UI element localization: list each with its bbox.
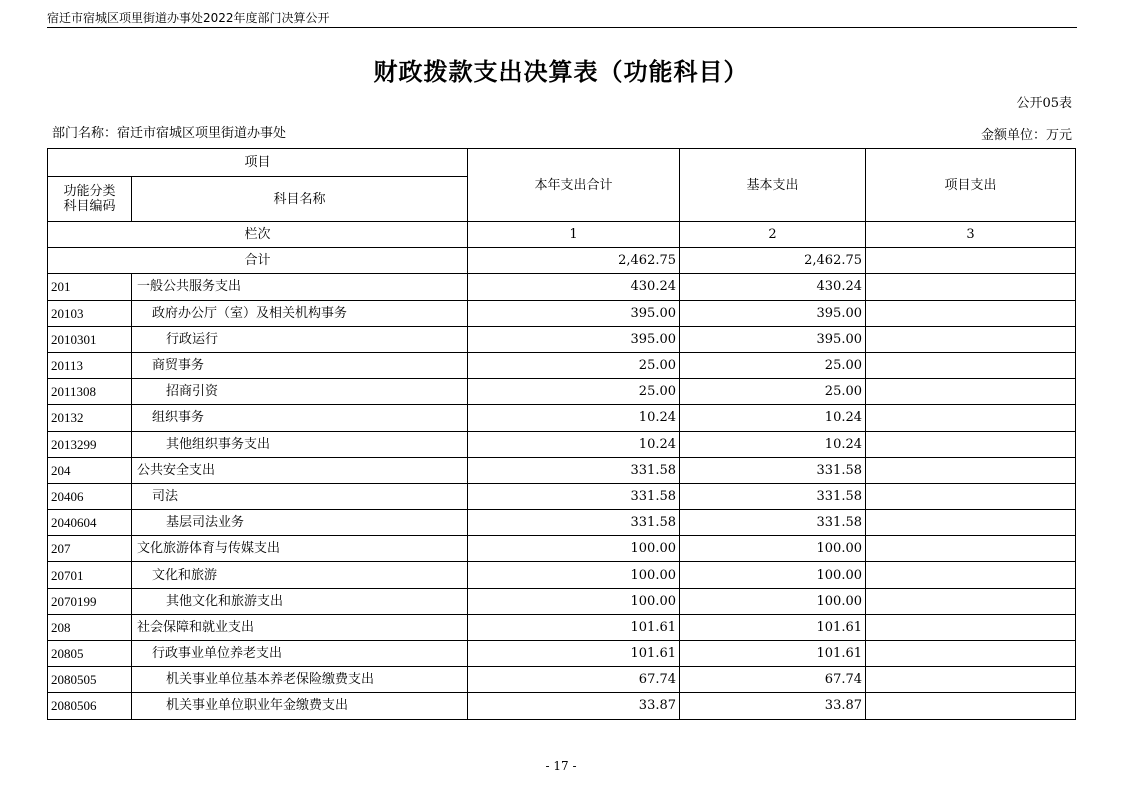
header-project-expenditure: 项目支出 [866,149,1076,222]
basic-expenditure-cell: 101.61 [680,641,866,667]
total-expenditure-cell: 100.00 [468,562,680,588]
subject-code-cell: 2080506 [48,693,132,719]
subject-code-cell: 201 [48,274,132,300]
subject-code-cell: 2080505 [48,667,132,693]
basic-expenditure-cell: 395.00 [680,326,866,352]
subject-name-cell: 基层司法业务 [132,510,468,536]
subject-name-cell: 行政运行 [132,326,468,352]
total-project-amount [866,248,1076,274]
total-basic-amount: 2,462.75 [680,248,866,274]
total-label: 合计 [48,248,468,274]
total-expenditure-cell: 10.24 [468,405,680,431]
project-expenditure-cell [866,405,1076,431]
total-expenditure-cell: 331.58 [468,483,680,509]
basic-expenditure-cell: 100.00 [680,588,866,614]
header-basic-expenditure: 基本支出 [680,149,866,222]
project-expenditure-cell [866,667,1076,693]
table-row [48,562,1076,588]
table-row [48,536,1076,562]
project-expenditure-cell [866,300,1076,326]
page-number: - 17 - [545,759,577,773]
column-index-label: 栏次 [48,222,468,248]
subject-code-cell: 20406 [48,483,132,509]
project-expenditure-cell [866,562,1076,588]
subject-code-cell: 208 [48,614,132,640]
project-expenditure-cell [866,588,1076,614]
subject-code-cell: 20103 [48,300,132,326]
table-row [48,274,1076,300]
subject-name-cell: 机关事业单位基本养老保险缴费支出 [132,667,468,693]
table-row [48,405,1076,431]
column-index-row [48,222,1076,248]
total-expenditure-cell: 101.61 [468,641,680,667]
total-expenditure-cell: 33.87 [468,693,680,719]
header-classification-code [48,177,132,222]
table-row [48,431,1076,457]
project-expenditure-cell [866,483,1076,509]
total-expenditure-cell: 67.74 [468,667,680,693]
subject-code-cell: 2013299 [48,431,132,457]
total-row [48,248,1076,274]
basic-expenditure-cell: 10.24 [680,431,866,457]
total-expenditure-cell: 10.24 [468,431,680,457]
project-expenditure-cell [866,510,1076,536]
project-expenditure-cell [866,614,1076,640]
basic-expenditure-cell: 25.00 [680,379,866,405]
total-expenditure-cell: 100.00 [468,588,680,614]
subject-code-cell: 204 [48,457,132,483]
subject-name-cell: 其他文化和旅游支出 [132,588,468,614]
basic-expenditure-cell: 67.74 [680,667,866,693]
total-expenditure-cell: 395.00 [468,300,680,326]
header-rule [47,27,1077,28]
subject-name-cell: 商贸事务 [132,352,468,378]
subject-code-cell: 2011308 [48,379,132,405]
total-expenditure-cell: 331.58 [468,510,680,536]
table-row [48,457,1076,483]
subject-name-cell: 社会保障和就业支出 [132,614,468,640]
subject-name-cell: 一般公共服务支出 [132,274,468,300]
basic-expenditure-cell: 331.58 [680,510,866,536]
table-row [48,641,1076,667]
column-index-1: 1 [468,222,680,248]
total-expenditure-cell: 101.61 [468,614,680,640]
basic-expenditure-cell: 100.00 [680,562,866,588]
subject-name-cell: 文化旅游体育与传媒支出 [132,536,468,562]
project-expenditure-cell [866,693,1076,719]
project-expenditure-cell [866,326,1076,352]
project-expenditure-cell [866,536,1076,562]
basic-expenditure-cell: 331.58 [680,457,866,483]
page-title: 财政拨款支出决算表（功能科目） [373,58,749,86]
total-expenditure-cell: 395.00 [468,326,680,352]
basic-expenditure-cell: 331.58 [680,483,866,509]
subject-name-cell: 文化和旅游 [132,562,468,588]
project-expenditure-cell [866,431,1076,457]
subject-code-cell: 20113 [48,352,132,378]
project-expenditure-cell [866,641,1076,667]
table-row [48,510,1076,536]
total-expenditure-cell: 25.00 [468,352,680,378]
total-expenditure-cell: 331.58 [468,457,680,483]
column-index-2: 2 [680,222,866,248]
table-row [48,667,1076,693]
subject-code-cell: 2070199 [48,588,132,614]
table-row [48,483,1076,509]
table-row [48,693,1076,719]
total-amount: 2,462.75 [468,248,680,274]
subject-code-cell: 20805 [48,641,132,667]
total-expenditure-cell: 100.00 [468,536,680,562]
subject-name-cell: 招商引资 [132,379,468,405]
table-row [48,352,1076,378]
subject-name-cell: 公共安全支出 [132,457,468,483]
subject-name-cell: 政府办公厅（室）及相关机构事务 [132,300,468,326]
table-row [48,379,1076,405]
header-code-line2: 科目编码 [63,199,116,214]
header-code-line1: 功能分类 [63,184,116,199]
project-expenditure-cell [866,274,1076,300]
header-row-1 [48,149,1076,177]
department-name: 部门名称：宿迁市宿城区项里街道办事处 [52,126,287,141]
subject-name-cell: 机关事业单位职业年金缴费支出 [132,693,468,719]
basic-expenditure-cell: 395.00 [680,300,866,326]
column-index-3: 3 [866,222,1076,248]
subject-code-cell: 207 [48,536,132,562]
basic-expenditure-cell: 101.61 [680,614,866,640]
basic-expenditure-cell: 430.24 [680,274,866,300]
project-expenditure-cell [866,457,1076,483]
basic-expenditure-cell: 33.87 [680,693,866,719]
project-expenditure-cell [866,352,1076,378]
table-row [48,326,1076,352]
subject-code-cell: 20132 [48,405,132,431]
total-expenditure-cell: 430.24 [468,274,680,300]
subject-name-cell: 其他组织事务支出 [132,431,468,457]
subject-name-cell: 司法 [132,483,468,509]
project-expenditure-cell [866,379,1076,405]
header-total-expenditure: 本年支出合计 [468,149,680,222]
basic-expenditure-cell: 25.00 [680,352,866,378]
table-row [48,588,1076,614]
basic-expenditure-cell: 100.00 [680,536,866,562]
expenditure-table [47,148,1076,720]
subject-code-cell: 2010301 [48,326,132,352]
header-subject-name: 科目名称 [132,177,468,222]
total-expenditure-cell: 25.00 [468,379,680,405]
table-number: 公开05表 [1016,96,1072,111]
subject-name-cell: 行政事业单位养老支出 [132,641,468,667]
amount-unit: 金额单位：万元 [980,128,1072,143]
table-row [48,614,1076,640]
basic-expenditure-cell: 10.24 [680,405,866,431]
table-row [48,300,1076,326]
subject-code-cell: 2040604 [48,510,132,536]
running-header: 宿迁市宿城区项里街道办事处2022年度部门决算公开 [47,11,330,25]
header-project: 项目 [48,149,468,177]
subject-name-cell: 组织事务 [132,405,468,431]
subject-code-cell: 20701 [48,562,132,588]
